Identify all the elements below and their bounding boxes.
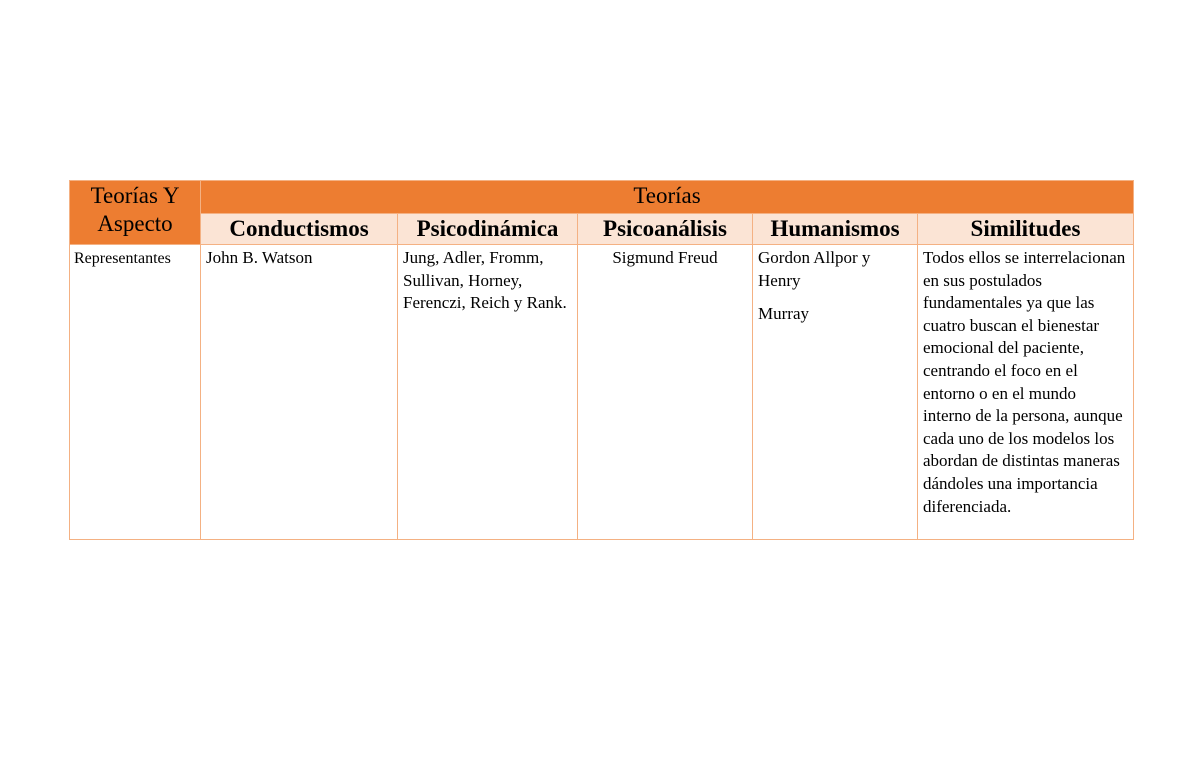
header-row-group: [70, 181, 1134, 214]
group-header-text: Teorías: [633, 183, 701, 208]
column-header-humanismos: Humanismos: [753, 214, 918, 245]
header-row-columns: [70, 214, 1134, 245]
column-header-psicodinamica: Psicodinámica: [398, 214, 578, 245]
row-label-representantes: Representantes: [70, 245, 201, 540]
group-header-cell: [201, 181, 1134, 214]
humanismos-line-2: Murray: [758, 304, 809, 324]
corner-header-cell: [70, 181, 201, 245]
cell-conductismos: John B. Watson: [201, 245, 398, 540]
table-row-representantes: [70, 245, 1134, 540]
column-header-psicoanalisis: Psicoanálisis: [578, 214, 753, 245]
column-header-conductismos: Conductismos: [201, 214, 398, 245]
cell-psicoanalisis: Sigmund Freud: [578, 245, 753, 540]
corner-header-text: Teorías Y Aspecto: [90, 183, 180, 236]
cell-humanismos: [753, 245, 918, 540]
theories-comparison-table: [69, 180, 1134, 540]
column-header-similitudes: Similitudes: [918, 214, 1134, 245]
cell-similitudes: Todos ellos se interrelacionan en sus postulados fundamentales ya que las cuatro buscan el bienestar emocional del paciente, centrando el foco en el entorno o en el mundo interno de la persona, aunque cada uno de los modelos los abordan de distintas maneras dándoles una importancia diferenciada.: [918, 245, 1134, 540]
humanismos-line-1: Gordon Allpor y Henry: [758, 248, 871, 290]
cell-psicodinamica: Jung, Adler, Fromm, Sullivan, Horney, Ferenczi, Reich y Rank.: [398, 245, 578, 540]
